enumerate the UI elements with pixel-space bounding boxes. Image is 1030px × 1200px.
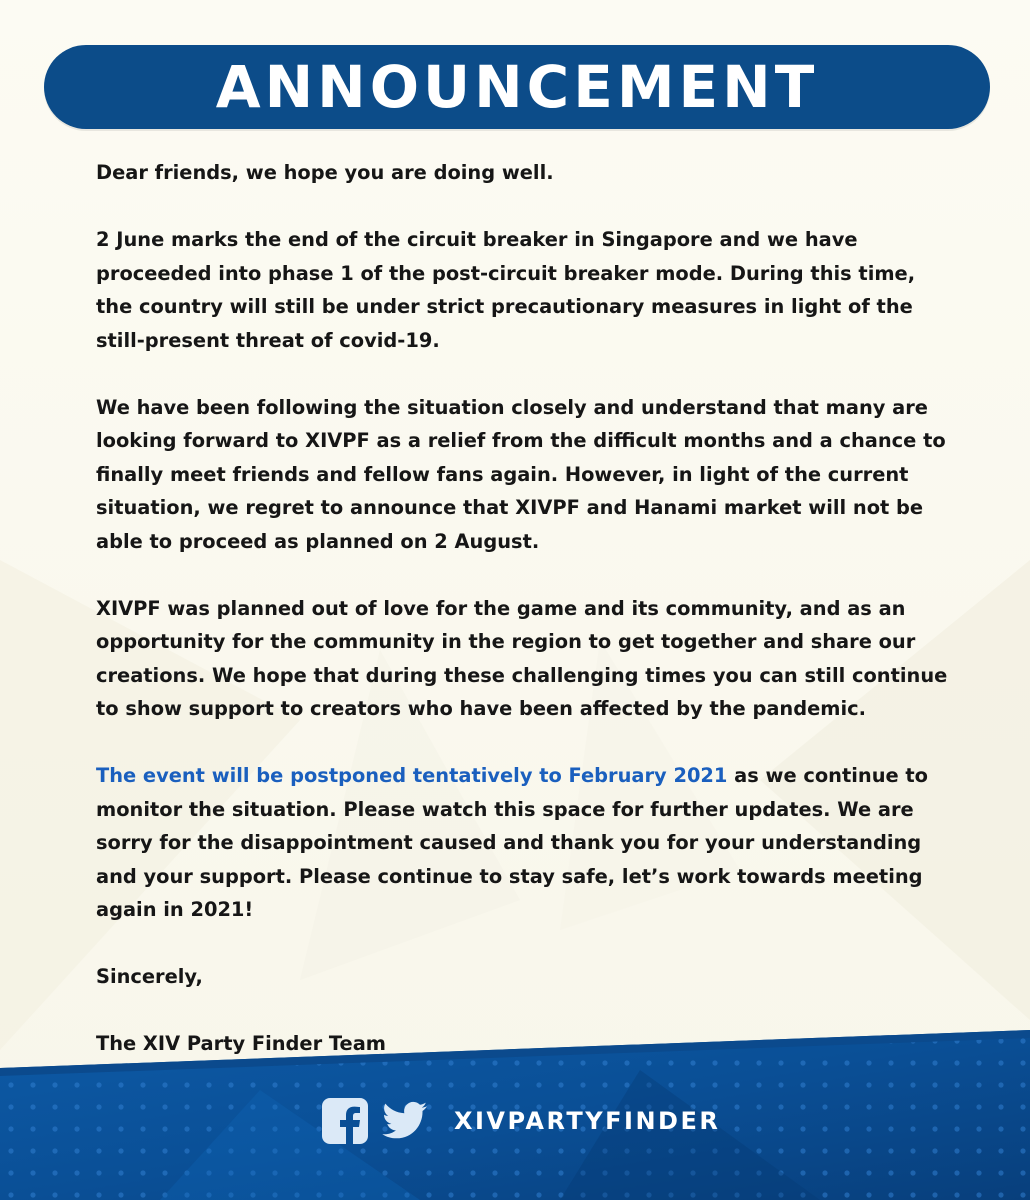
twitter-icon[interactable]	[382, 1098, 428, 1144]
announcement-banner	[44, 45, 990, 129]
social-links	[322, 1098, 720, 1144]
paragraph-circuit-breaker: 2 June marks the end of the circuit breaker in Singapore and we have proceeded into phase 1 of the post-circuit breaker mode. During this time, the country will still be under strict precautionary measures in light of the still-present threat of covid-19.	[96, 228, 916, 352]
postponement-rest: as we continue to monitor the situation. Please watch this space for further updates. We are sorry for the disappointment caused and thank you for your understanding and your support. Please continue to stay safe, let’s work towards meeting again in 2021!	[96, 764, 929, 921]
page-title: ANNOUNCEMENT	[215, 53, 819, 121]
paragraph-postponement	[96, 759, 956, 927]
greeting-text: Dear friends, we hope you are doing well.	[96, 161, 554, 184]
social-handle[interactable]: XIVPARTYFINDER	[454, 1107, 721, 1135]
signature-text: The XIV Party Finder Team	[96, 1032, 386, 1055]
paragraph-event-cancelled: We have been following the situation closely and understand that many are looking forward to XIVPF as a relief from the difficult months and a chance to finally meet friends and fellow fans again. However, in light of the current situation, we regret to announce that XIVPF and Hanami market will not be able to proceed as planned on 2 August.	[96, 395, 946, 553]
postponement-highlight: The event will be postponed tentatively to February 2021	[96, 764, 728, 787]
paragraph-community: XIVPF was planned out of love for the game and its community, and as an opportunity for the community in the region to get together and share our creations. We hope that during these challenging times you can still continue to show support to creators who have been affected by the pandemic.	[96, 596, 948, 720]
signoff-text: Sincerely,	[96, 965, 203, 988]
facebook-icon[interactable]	[322, 1098, 368, 1144]
letter-body	[96, 156, 956, 1094]
